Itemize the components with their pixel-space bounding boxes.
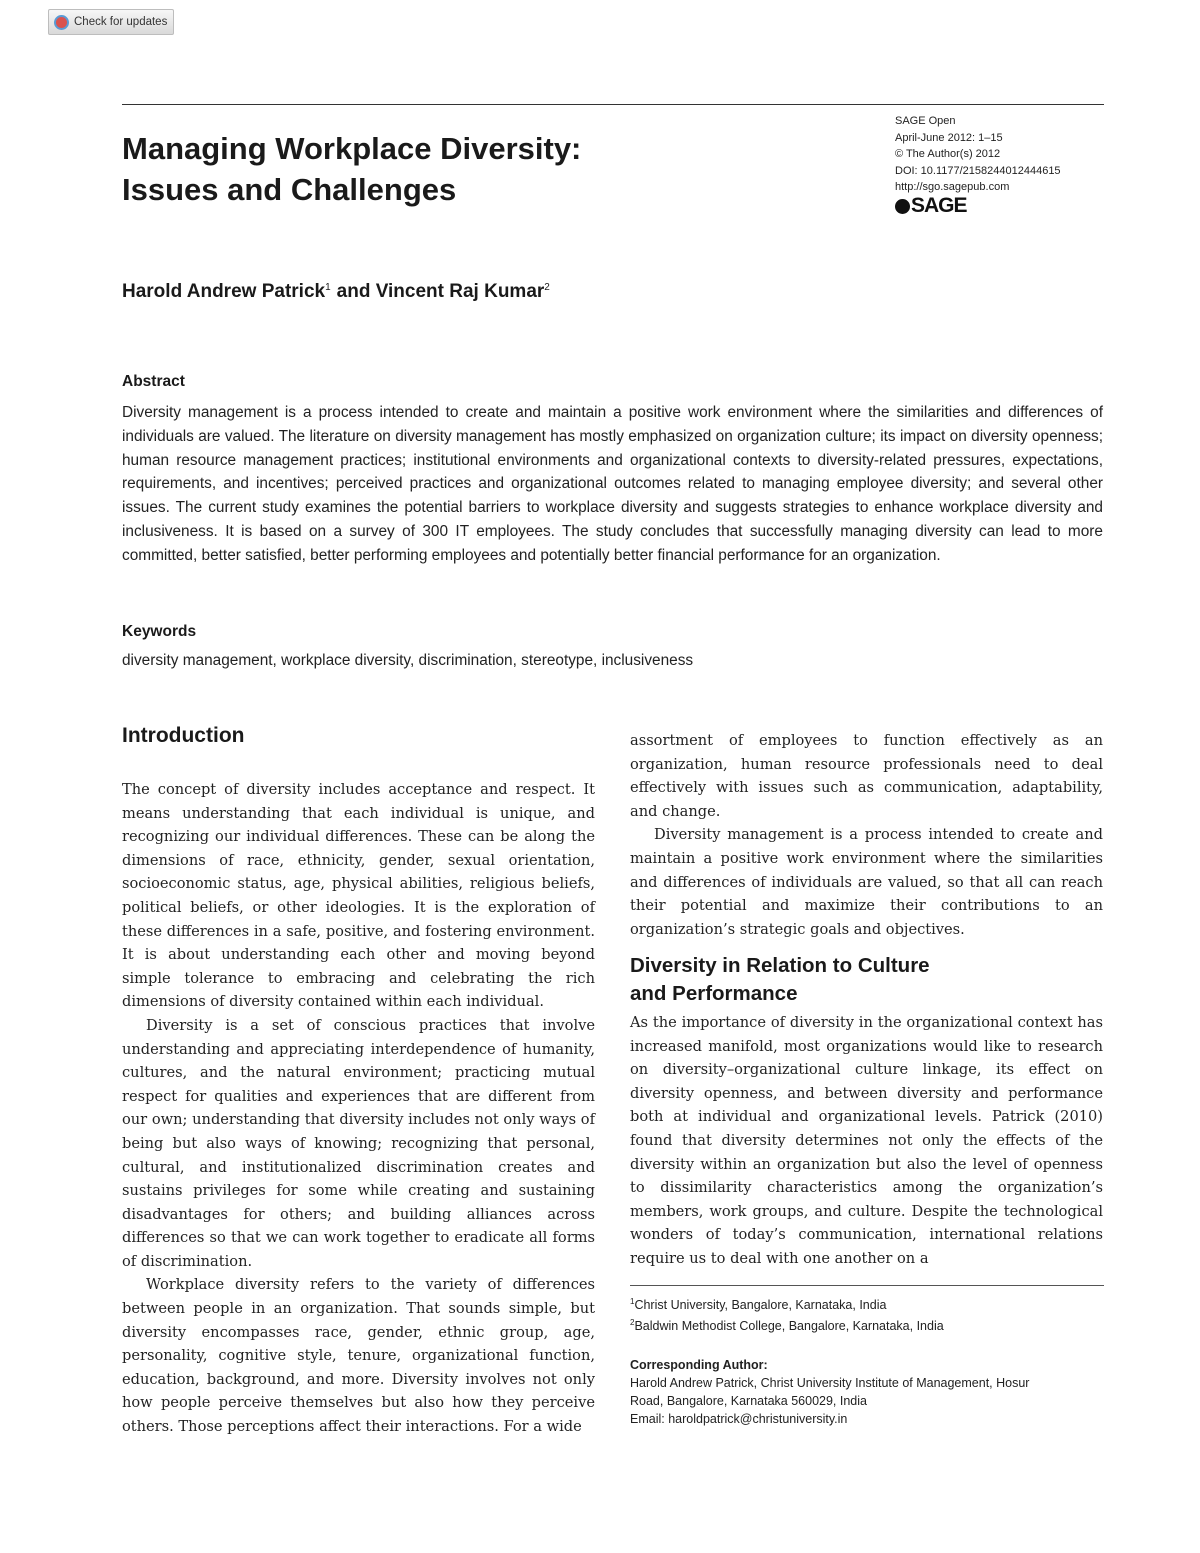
- abstract-heading: Abstract: [122, 373, 185, 390]
- keywords-text: diversity management, workplace diversity, discrimination, stereotype, inclusiveness: [122, 652, 694, 669]
- journal-issue: April-June 2012: 1–15: [895, 131, 1003, 144]
- affiliation-2-mark: 2: [630, 1318, 635, 1327]
- paper-title: [122, 128, 581, 210]
- corresponding-author: [630, 1356, 1104, 1428]
- author-1[interactable]: Harold Andrew Patrick: [122, 281, 326, 302]
- journal-copyright: © The Author(s) 2012: [895, 148, 1001, 161]
- journal-name: SAGE Open: [895, 115, 956, 127]
- sage-logo: [895, 193, 1105, 217]
- abstract-text: Diversity management is a process intended to create and maintain a positive work environment where the similarities and differences of individuals are valued. The literature on diversity management has mostly emphasized on organization culture; its impact on diversity openness; human resource management practices; institutional environments and organizational contexts to diversity-related pressures, expectations, requirements, and incentives; perceived practices and organizational outcomes related to managing employee diversity; and several other issues. The current study examines the potential barriers to workplace diversity and suggests strategies to enhance workplace diversity and inclusiveness. It is based on a survey of 300 IT employees. The study concludes that successfully managing diversity can lead to more committed, better satisfied, better performing employees and potentially better financial performance for an organization.: [122, 404, 1103, 564]
- journal-url[interactable]: http://sgo.sagepub.com: [895, 181, 1010, 194]
- diversity-heading-line-2: and Performance: [630, 982, 798, 1005]
- diversity-heading-line-1: Diversity in Relation to Culture: [630, 954, 930, 977]
- author-2-affiliation-mark: 2: [544, 282, 550, 293]
- affiliation-1-text: Christ University, Bangalore, Karnataka, India: [634, 1298, 887, 1312]
- left-column: [122, 778, 595, 1439]
- right-column-top: [630, 729, 1103, 941]
- corresponding-author-email[interactable]: Email: haroldpatrick@christuniversity.in: [630, 1412, 848, 1426]
- title-line-1: Managing Workplace Diversity:: [122, 131, 582, 166]
- author-list: [122, 281, 550, 303]
- corresponding-author-line-2: Road, Bangalore, Karnataka 560029, India: [630, 1394, 867, 1408]
- sage-logo-text: SAGE: [911, 193, 967, 217]
- footnote-rule: [630, 1285, 1104, 1286]
- intro-paragraph-2: Diversity is a set of conscious practices that involve understanding and appreciating interdependence of humanity, cultures, and the natural environment; practicing mutual respect for qualities and experiences that are different from our own; understanding that diversity includes not only ways of being but also ways of knowing; recognizing that personal, cultural, and institutionalized discrimination creates and sustains privileges for some while creating and sustaining disadvantages for others; and building alliances across differences so that we can work together to eradicate all forms of discrimination.: [122, 1016, 595, 1270]
- check-for-updates-button[interactable]: [48, 9, 174, 35]
- diversity-paragraph-1: As the importance of diversity in the organizational context has increased manifold, most organizations would like to research on diversity–organizational culture linkage, its effect on diversity openness, and between diversity and performance both at individual and organizational levels. Patrick (2010) found that diversity determines not only the effects of the diversity within an organization but also the level of openness to dissimilarity characteristics among the organization’s members, work groups, and culture. Despite the technological wonders of today’s communication, international relations require us to deal with one another on a: [630, 1014, 1103, 1267]
- intro-paragraph-3: Workplace diversity refers to the variety of differences between people in an organization. That sounds simple, but diversity encompasses race, gender, ethnic group, age, personality, cognitive style, tenure, organizational function, education, background, and more. Diversity involves not only how people perceive themselves but also how they perceive others. Those perceptions affect their interactions. For a wide: [122, 1276, 595, 1436]
- introduction-heading: Introduction: [122, 724, 245, 747]
- keywords-heading: Keywords: [122, 623, 197, 640]
- author-1-affiliation-mark: 1: [325, 282, 331, 293]
- author-joiner: and: [336, 281, 371, 302]
- title-line-2: Issues and Challenges: [122, 172, 457, 207]
- header-rule: [122, 104, 1104, 105]
- affiliation-2-text: Baldwin Methodist College, Bangalore, Karnataka, India: [634, 1319, 944, 1333]
- corresponding-author-label: Corresponding Author:: [630, 1358, 768, 1372]
- journal-metadata: [895, 113, 1105, 215]
- intro-paragraph-5: Diversity management is a process intended to create and maintain a positive work environment where the similarities and differences of individuals are valued, so that all can reach their potential and maximize their contributions to an organization’s strategic goals and objectives.: [630, 826, 1103, 938]
- right-column-section2: [630, 1011, 1103, 1271]
- affiliation-2: [630, 1318, 944, 1333]
- intro-paragraph-1: The concept of diversity includes acceptance and respect. It means understanding that each individual is unique, and recognizing our individual differences. These can be along the dimensions of race, ethnicity, gender, sexual orientation, socioeconomic status, age, physical abilities, religious beliefs, political beliefs, or other ideologies. It is the exploration of these differences in a safe, positive, and fostering environment. It is about understanding each other and moving beyond simple tolerance to embracing and celebrating the rich dimensions of diversity contained within each individual.: [122, 781, 595, 1011]
- crossmark-icon: [54, 15, 69, 30]
- sage-logo-icon: [895, 199, 910, 214]
- corresponding-author-line-1: Harold Andrew Patrick, Christ University Institute of Management, Hosur: [630, 1376, 1030, 1390]
- diversity-culture-heading: [630, 952, 930, 1008]
- author-2[interactable]: Vincent Raj Kumar: [375, 281, 545, 302]
- affiliation-1-mark: 1: [630, 1297, 635, 1306]
- journal-doi[interactable]: DOI: 10.1177/2158244012444615: [895, 164, 1061, 177]
- intro-paragraph-4: assortment of employees to function effectively as an organization, human resource professionals need to deal effectively with issues such as communication, adaptability, and change.: [630, 732, 1103, 820]
- affiliation-1: [630, 1297, 886, 1312]
- check-for-updates-label: Check for updates: [74, 16, 168, 28]
